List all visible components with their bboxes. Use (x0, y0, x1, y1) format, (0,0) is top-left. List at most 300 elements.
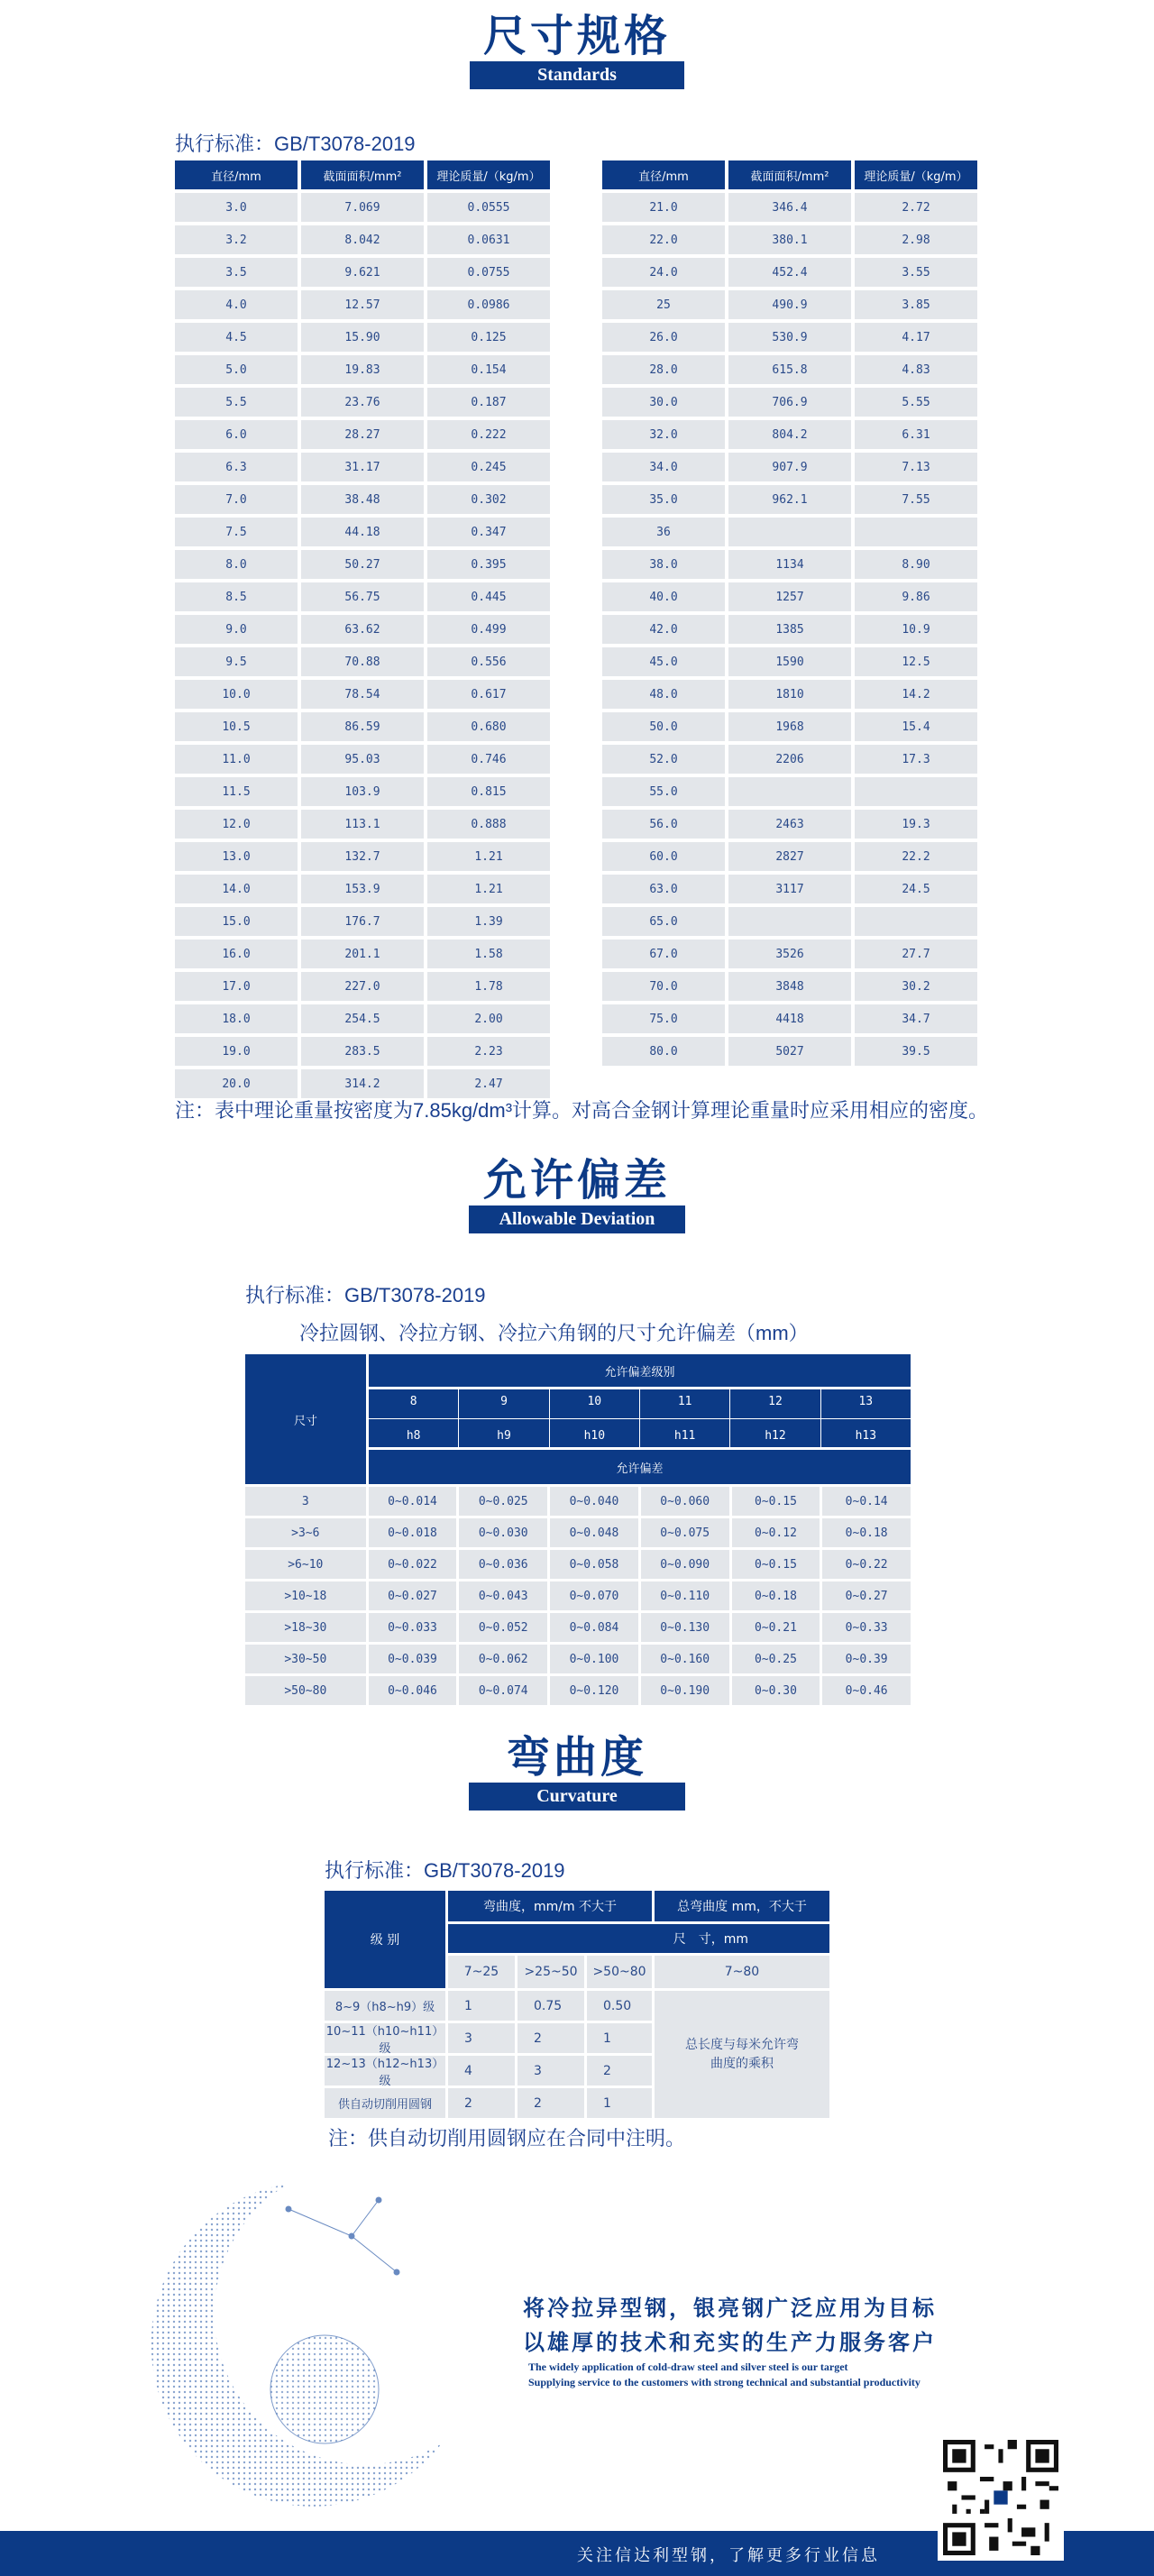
size-table-cell: 4.5 (175, 323, 298, 352)
curvature-size-header: 尺 寸，mm (448, 1924, 829, 1953)
size-table-cell: 2.47 (427, 1069, 550, 1098)
deviation-grade-row (369, 1389, 911, 1447)
curvature-grade-cell: 8~9（h8~h9）级 (325, 1991, 445, 2021)
deviation-value-cell: 0~0.027 (369, 1581, 457, 1610)
slogan-line-2: 以雄厚的技术和充实的生产力服务客户 (523, 2329, 937, 2355)
size-table-cell: 8.042 (301, 225, 424, 254)
curvature-grade-header: 级 别 (325, 1891, 445, 1988)
size-table-cell: 55.0 (602, 777, 725, 806)
deviation-value-cell: 0~0.100 (550, 1645, 638, 1673)
size-table-cell: 7.5 (175, 518, 298, 546)
slogan-en-1: The widely application of cold-draw steel and silver steel is our target (528, 2361, 848, 2373)
size-table-cell: 0.245 (427, 453, 550, 481)
grade-divider (730, 1418, 820, 1419)
size-table-left (175, 160, 550, 1098)
deviation-value-cell: 0~0.025 (459, 1487, 547, 1516)
size-table-cell: 42.0 (602, 615, 725, 644)
size-table-cell: 804.2 (728, 420, 851, 449)
deviation-size-cell: >30~50 (245, 1645, 366, 1673)
size-table-cell: 7.13 (855, 453, 977, 481)
size-table-cell: 11.0 (175, 745, 298, 774)
size-table-cell: 1590 (728, 647, 851, 676)
size-table-cell (855, 907, 977, 936)
deviation-row (245, 1518, 911, 1547)
size-table-cell: 19.83 (301, 355, 424, 384)
size-table-cell: 14.0 (175, 875, 298, 903)
size-table-cell: 27.7 (855, 940, 977, 968)
curvature-range: 7~80 (655, 1956, 829, 1988)
size-table-cell: 132.7 (301, 842, 424, 871)
qr-code[interactable] (938, 2434, 1064, 2561)
size-table-cell: 3.55 (855, 258, 977, 287)
size-table-cell: 65.0 (602, 907, 725, 936)
size-table-cell: 706.9 (728, 388, 851, 417)
curvature-value-cell: 2 (587, 2056, 652, 2086)
size-table-cell: 3.85 (855, 290, 977, 319)
deviation-size-cell: >10~18 (245, 1581, 366, 1610)
size-table-cell: 6.31 (855, 420, 977, 449)
size-table-cell: 0.680 (427, 712, 550, 741)
size-table-cell: 10.5 (175, 712, 298, 741)
curvature-bend-header: 弯曲度，mm/m 不大于 (448, 1891, 652, 1921)
curvature-value-cell: 3 (448, 2023, 515, 2053)
deviation-grade-column (458, 1389, 548, 1447)
size-table-right (602, 160, 977, 1066)
size-table-cell: 1.39 (427, 907, 550, 936)
size-table-cell: 8.90 (855, 550, 977, 579)
globe-graphic (117, 2173, 460, 2534)
size-table-cell: 63.0 (602, 875, 725, 903)
size-table-cell: 44.18 (301, 518, 424, 546)
curvature-note: 注：供自动切削用圆钢应在合同中注明。 (328, 2127, 686, 2150)
size-table-cell: 56.0 (602, 810, 725, 839)
standards-title: 尺寸规格 (482, 11, 671, 61)
curvature-value-cell: 1 (587, 2088, 652, 2118)
size-table-cell: 28.0 (602, 355, 725, 384)
deviation-value-cell: 0~0.21 (732, 1613, 820, 1642)
deviation-grade-code: h10 (583, 1428, 606, 1443)
curvature-grade-cell: 供自动切削用圆钢 (325, 2088, 445, 2118)
size-table-cell: 13.0 (175, 842, 298, 871)
size-table-cell: 7.069 (301, 193, 424, 222)
size-table-cell: 5027 (728, 1037, 851, 1066)
size-table-cell: 34.0 (602, 453, 725, 481)
grade-divider (459, 1418, 548, 1419)
size-table-cell: 201.1 (301, 940, 424, 968)
size-table-header: 理论质量/（kg/m） (427, 160, 550, 189)
size-table-cell: 40.0 (602, 582, 725, 611)
deviation-grade-column (369, 1389, 458, 1447)
grade-divider (550, 1418, 639, 1419)
size-table-cell: 38.0 (602, 550, 725, 579)
size-table-cell: 9.621 (301, 258, 424, 287)
size-table-cell: 1.21 (427, 842, 550, 871)
size-table-cell: 962.1 (728, 485, 851, 514)
deviation-grade-number: 12 (768, 1394, 783, 1408)
size-table-cell: 907.9 (728, 453, 851, 481)
curvature-range: >25~50 (517, 1956, 584, 1988)
deviation-grade-header: 允许偏差级别 (369, 1354, 911, 1387)
size-table-cell: 4.0 (175, 290, 298, 319)
size-table-cell: 10.9 (855, 615, 977, 644)
size-table-cell: 80.0 (602, 1037, 725, 1066)
grade-divider (640, 1418, 729, 1419)
curvature-value-cell: 2 (517, 2023, 584, 2053)
size-table-cell: 2.72 (855, 193, 977, 222)
deviation-value-cell: 0~0.030 (459, 1518, 547, 1547)
size-table-cell: 9.5 (175, 647, 298, 676)
curvature-standard-label: 执行标准：GB/T3078-2019 (325, 1859, 565, 1882)
deviation-size-cell: >18~30 (245, 1613, 366, 1642)
size-table-cell: 75.0 (602, 1004, 725, 1033)
deviation-value-cell: 0~0.15 (732, 1487, 820, 1516)
deviation-size-header: 尺寸 (245, 1354, 366, 1484)
deviation-value-cell: 0~0.27 (822, 1581, 911, 1610)
deviation-value-cell: 0~0.12 (732, 1518, 820, 1547)
deviation-value-cell: 0~0.060 (641, 1487, 729, 1516)
size-table-cell: 0.0631 (427, 225, 550, 254)
slogan-en-2: Supplying service to the customers with strong technical and substantial productivity (528, 2376, 920, 2388)
size-table-cell: 3117 (728, 875, 851, 903)
size-table-cell: 0.815 (427, 777, 550, 806)
size-table-cell: 12.0 (175, 810, 298, 839)
size-table-cell: 24.0 (602, 258, 725, 287)
size-table-cell: 0.445 (427, 582, 550, 611)
slogan-line-1: 将冷拉异型钢，银亮钢广泛应用为目标 (523, 2295, 937, 2321)
size-table-cell (855, 518, 977, 546)
size-table-cell: 25 (602, 290, 725, 319)
deviation-grade-code: h13 (855, 1428, 877, 1443)
size-table-cell: 0.0555 (427, 193, 550, 222)
deviation-subtitle: Allowable Deviation (469, 1205, 685, 1233)
size-table-cell: 3848 (728, 972, 851, 1001)
size-table-header: 截面面积/mm² (728, 160, 851, 189)
deviation-value-cell: 0~0.090 (641, 1550, 729, 1579)
size-table-cell: 530.9 (728, 323, 851, 352)
size-table-cell: 12.5 (855, 647, 977, 676)
deviation-value-cell: 0~0.052 (459, 1613, 547, 1642)
deviation-grade-number: 8 (409, 1394, 417, 1408)
size-table-cell: 16.0 (175, 940, 298, 968)
size-table-cell: 10.0 (175, 680, 298, 709)
deviation-value-cell: 0~0.25 (732, 1645, 820, 1673)
standards-heading (0, 11, 1154, 89)
size-table-cell: 1385 (728, 615, 851, 644)
deviation-value-cell: 0~0.22 (822, 1550, 911, 1579)
deviation-value-cell: 0~0.048 (550, 1518, 638, 1547)
deviation-standard-label: 执行标准：GB/T3078-2019 (245, 1284, 486, 1306)
size-table-cell: 0.347 (427, 518, 550, 546)
deviation-value-cell: 0~0.036 (459, 1550, 547, 1579)
deviation-value-cell: 0~0.39 (822, 1645, 911, 1673)
size-table-cell: 2827 (728, 842, 851, 871)
size-table-cell: 3.0 (175, 193, 298, 222)
size-table-header: 理论质量/（kg/m） (855, 160, 977, 189)
size-table-cell: 0.0755 (427, 258, 550, 287)
size-table-cell: 7.0 (175, 485, 298, 514)
deviation-value-cell: 0~0.46 (822, 1676, 911, 1705)
deviation-grade-number: 11 (677, 1394, 692, 1408)
curvature-value-cell: 1 (448, 1991, 515, 2021)
deviation-value-cell: 0~0.070 (550, 1581, 638, 1610)
size-table-cell: 7.55 (855, 485, 977, 514)
size-table-cell: 0.556 (427, 647, 550, 676)
size-table-cell: 0.499 (427, 615, 550, 644)
size-table-cell: 56.75 (301, 582, 424, 611)
size-table-cell: 26.0 (602, 323, 725, 352)
size-table-cell: 67.0 (602, 940, 725, 968)
deviation-size-cell: >50~80 (245, 1676, 366, 1705)
size-table-cell: 20.0 (175, 1069, 298, 1098)
size-table-cell: 3.5 (175, 258, 298, 287)
deviation-size-cell: >6~10 (245, 1550, 366, 1579)
size-table-cell: 113.1 (301, 810, 424, 839)
size-table-cell: 1.58 (427, 940, 550, 968)
size-table-cell: 5.5 (175, 388, 298, 417)
curvature-value-cell: 3 (517, 2056, 584, 2086)
size-table-header: 直径/mm (175, 160, 298, 189)
size-table-cell: 15.0 (175, 907, 298, 936)
size-table-cell: 1810 (728, 680, 851, 709)
size-note: 注：表中理论重量按密度为7.85kg/dm³计算。对高合金钢计算理论重量时应采用相应的密度。 (175, 1099, 989, 1122)
deviation-size-cell: 3 (245, 1487, 366, 1516)
size-table-cell: 4.83 (855, 355, 977, 384)
size-table-cell: 38.48 (301, 485, 424, 514)
size-table-cell: 1.21 (427, 875, 550, 903)
deviation-value-cell: 0~0.018 (369, 1518, 457, 1547)
deviation-value-cell: 0~0.30 (732, 1676, 820, 1705)
size-table-cell: 490.9 (728, 290, 851, 319)
size-table-cell: 48.0 (602, 680, 725, 709)
size-table-cell: 21.0 (602, 193, 725, 222)
size-table-cell: 28.27 (301, 420, 424, 449)
size-table-cell: 615.8 (728, 355, 851, 384)
size-table-cell: 39.5 (855, 1037, 977, 1066)
size-table-cell: 24.5 (855, 875, 977, 903)
size-table-cell: 5.55 (855, 388, 977, 417)
deviation-value-cell: 0~0.084 (550, 1613, 638, 1642)
deviation-row (245, 1550, 911, 1579)
footer-text: 关注信达利型钢，了解更多行业信息 (577, 2546, 880, 2565)
size-table-cell: 380.1 (728, 225, 851, 254)
deviation-value-cell: 0~0.33 (822, 1613, 911, 1642)
size-table-cell: 283.5 (301, 1037, 424, 1066)
size-table-cell: 2.23 (427, 1037, 550, 1066)
size-table-cell: 0.746 (427, 745, 550, 774)
size-table-cell: 30.2 (855, 972, 977, 1001)
curvature-total-header: 总弯曲度 mm，不大于 (655, 1891, 829, 1921)
deviation-row (245, 1581, 911, 1610)
size-table-cell: 0.125 (427, 323, 550, 352)
deviation-rows (245, 1487, 911, 1705)
size-table-cell: 314.2 (301, 1069, 424, 1098)
deviation-grade-code: h9 (497, 1428, 511, 1443)
size-table-cell: 8.5 (175, 582, 298, 611)
size-table-cell: 86.59 (301, 712, 424, 741)
curvature-title: 弯曲度 (506, 1732, 647, 1783)
deviation-grade-number: 9 (500, 1394, 508, 1408)
size-table-cell: 9.0 (175, 615, 298, 644)
size-table-cell: 23.76 (301, 388, 424, 417)
size-table-cell (728, 518, 851, 546)
curvature-heading (0, 1732, 1154, 1811)
size-table-cell: 0.187 (427, 388, 550, 417)
deviation-value-cell: 0~0.14 (822, 1487, 911, 1516)
size-table-cell: 0.0986 (427, 290, 550, 319)
size-table-cell: 11.5 (175, 777, 298, 806)
curvature-value-cell: 0.50 (587, 1991, 652, 2021)
size-table-cell: 3526 (728, 940, 851, 968)
deviation-row (245, 1645, 911, 1673)
size-table-cell: 1968 (728, 712, 851, 741)
deviation-grade-number: 13 (858, 1394, 874, 1408)
curvature-value-cell: 4 (448, 2056, 515, 2086)
size-table-cell: 9.86 (855, 582, 977, 611)
deviation-grade-column (820, 1389, 911, 1447)
size-table-header: 直径/mm (602, 160, 725, 189)
size-table-cell: 0.302 (427, 485, 550, 514)
size-table-cell: 1257 (728, 582, 851, 611)
deviation-value-cell: 0~0.18 (732, 1581, 820, 1610)
size-table-cell: 8.0 (175, 550, 298, 579)
qr-code-icon (943, 2440, 1058, 2555)
size-table-cell: 0.154 (427, 355, 550, 384)
curvature-value-cell: 0.75 (517, 1991, 584, 2021)
size-table-cell: 254.5 (301, 1004, 424, 1033)
size-table-cell: 12.57 (301, 290, 424, 319)
size-table-cell: 35.0 (602, 485, 725, 514)
deviation-table (245, 1354, 911, 1708)
size-table-cell: 19.0 (175, 1037, 298, 1066)
deviation-title: 允许偏差 (482, 1155, 671, 1205)
deviation-grade-code: h8 (406, 1428, 421, 1443)
size-table-cell: 346.4 (728, 193, 851, 222)
size-table-cell: 17.3 (855, 745, 977, 774)
deviation-value-cell: 0~0.130 (641, 1613, 729, 1642)
size-table-cell: 0.395 (427, 550, 550, 579)
size-table-cell: 15.4 (855, 712, 977, 741)
size-table-cell: 4.17 (855, 323, 977, 352)
size-table-cell: 17.0 (175, 972, 298, 1001)
size-table-cell: 22.0 (602, 225, 725, 254)
deviation-tolerance-header: 允许偏差 (369, 1450, 911, 1484)
size-table-cell: 19.3 (855, 810, 977, 839)
size-table-cell: 15.90 (301, 323, 424, 352)
grade-divider (369, 1418, 458, 1419)
deviation-value-cell: 0~0.160 (641, 1645, 729, 1673)
deviation-value-cell: 0~0.120 (550, 1676, 638, 1705)
size-table-cell: 2.98 (855, 225, 977, 254)
deviation-caption: 冷拉圆钢、冷拉方钢、冷拉六角钢的尺寸允许偏差（mm） (299, 1322, 809, 1344)
size-table-cell: 36 (602, 518, 725, 546)
deviation-value-cell: 0~0.062 (459, 1645, 547, 1673)
deviation-value-cell: 0~0.022 (369, 1550, 457, 1579)
grade-divider (821, 1418, 911, 1419)
deviation-row (245, 1613, 911, 1642)
curvature-range: >50~80 (587, 1956, 652, 1988)
curvature-value-cell: 2 (448, 2088, 515, 2118)
size-table-cell: 1.78 (427, 972, 550, 1001)
size-table-cell: 103.9 (301, 777, 424, 806)
size-table-cell: 1134 (728, 550, 851, 579)
deviation-value-cell: 0~0.190 (641, 1676, 729, 1705)
size-table-cell: 32.0 (602, 420, 725, 449)
size-table-cell: 60.0 (602, 842, 725, 871)
size-table-cell: 18.0 (175, 1004, 298, 1033)
deviation-grade-column (639, 1389, 729, 1447)
size-table-cell: 0.888 (427, 810, 550, 839)
curvature-value-cell: 1 (587, 2023, 652, 2053)
curvature-total-note: 总长度与每米允许弯曲度的乘积 (655, 1991, 829, 2118)
standards-subtitle: Standards (470, 61, 684, 89)
size-table-cell: 70.88 (301, 647, 424, 676)
size-table-cell: 5.0 (175, 355, 298, 384)
deviation-value-cell: 0~0.075 (641, 1518, 729, 1547)
deviation-value-cell: 0~0.040 (550, 1487, 638, 1516)
deviation-heading (0, 1155, 1154, 1233)
size-table-cell: 2463 (728, 810, 851, 839)
curvature-grade-cell: 12~13（h12~h13）级 (325, 2057, 444, 2088)
deviation-grade-code: h11 (673, 1428, 696, 1443)
size-table-cell: 50.0 (602, 712, 725, 741)
size-table-cell: 63.62 (301, 615, 424, 644)
size-table-cell: 452.4 (728, 258, 851, 287)
size-table-cell: 3.2 (175, 225, 298, 254)
size-table-cell: 31.17 (301, 453, 424, 481)
size-table-cell: 227.0 (301, 972, 424, 1001)
size-table-cell: 22.2 (855, 842, 977, 871)
size-table-cell: 70.0 (602, 972, 725, 1001)
size-table-cell (728, 777, 851, 806)
size-table-cell: 6.3 (175, 453, 298, 481)
deviation-size-cell: >3~6 (245, 1518, 366, 1547)
deviation-value-cell: 0~0.033 (369, 1613, 457, 1642)
deviation-value-cell: 0~0.074 (459, 1676, 547, 1705)
standard-label: 执行标准：GB/T3078-2019 (175, 133, 416, 155)
size-table-cell: 50.27 (301, 550, 424, 579)
curvature-subtitle: Curvature (469, 1783, 685, 1811)
deviation-value-cell: 0~0.18 (822, 1518, 911, 1547)
deviation-row (245, 1487, 911, 1516)
size-table-cell: 45.0 (602, 647, 725, 676)
size-table-cell: 2206 (728, 745, 851, 774)
size-table-cell: 6.0 (175, 420, 298, 449)
deviation-row (245, 1676, 911, 1705)
deviation-value-cell: 0~0.014 (369, 1487, 457, 1516)
deviation-value-cell: 0~0.058 (550, 1550, 638, 1579)
size-table-cell: 78.54 (301, 680, 424, 709)
deviation-value-cell: 0~0.043 (459, 1581, 547, 1610)
deviation-grade-column (549, 1389, 639, 1447)
size-table-cell: 0.222 (427, 420, 550, 449)
deviation-grade-code: h12 (765, 1428, 786, 1443)
deviation-value-cell: 0~0.039 (369, 1645, 457, 1673)
size-table-cell: 34.7 (855, 1004, 977, 1033)
size-table-cell: 52.0 (602, 745, 725, 774)
curvature-range: 7~25 (448, 1956, 515, 1988)
deviation-value-cell: 0~0.046 (369, 1676, 457, 1705)
size-table-cell: 0.617 (427, 680, 550, 709)
deviation-value-cell: 0~0.15 (732, 1550, 820, 1579)
size-table-cell: 2.00 (427, 1004, 550, 1033)
size-table-cell (728, 907, 851, 936)
size-table-cell: 4418 (728, 1004, 851, 1033)
size-table-cell (855, 777, 977, 806)
deviation-grade-column (729, 1389, 820, 1447)
deviation-grade-number: 10 (587, 1394, 602, 1408)
size-table-cell: 176.7 (301, 907, 424, 936)
deviation-value-cell: 0~0.110 (641, 1581, 729, 1610)
